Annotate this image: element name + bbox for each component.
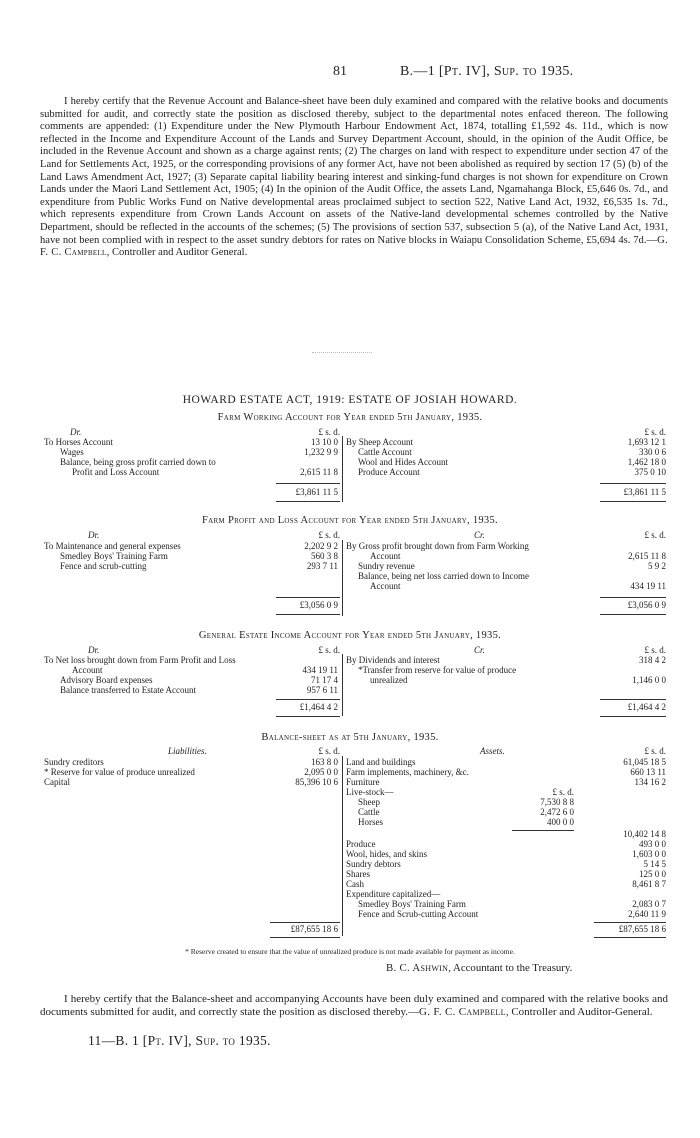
footer-reference: 11—B. 1 [Pt. IV], Sup. to 1935. xyxy=(88,1033,271,1048)
fw-left-value: 1,232 9 9 xyxy=(304,447,338,457)
bs-asset-row: Fence and Scrub-cutting Account xyxy=(358,909,479,919)
fw-dr-label: Dr. xyxy=(70,427,82,437)
certificate-bottom-signatory-title: , Controller and Auditor-General. xyxy=(505,1006,653,1018)
bs-asset-row: Smedley Boys' Training Farm xyxy=(358,899,466,909)
bs-asset-row: Farm implements, machinery, &c. xyxy=(346,767,469,777)
bs-liability-row: * Reserve for value of produce unrealized xyxy=(44,767,195,777)
audit-certificate-bottom xyxy=(40,993,668,1019)
ei-currency-right: £ s. d. xyxy=(644,645,666,655)
bs-asset-row: Shares xyxy=(346,869,370,879)
bs-asset-value: 2,640 11 9 xyxy=(628,909,666,919)
profit-loss-title: Farm Profit and Loss Account for Year ended 5th January, 1935. xyxy=(202,515,498,526)
bs-currency-right: £ s. d. xyxy=(644,746,666,756)
fw-left-row: Profit and Loss Account xyxy=(72,467,160,477)
fw-left-row: Wages xyxy=(60,447,84,457)
bs-asset-row: Produce xyxy=(346,839,376,849)
fw-right-row: Cattle Account xyxy=(358,447,412,457)
bs-total-rule-left xyxy=(270,922,340,923)
certificate-top-text: I hereby certify that the Revenue Account and Balance-sheet have been duly examined and compared with the relative books and documents submitted for audit, and correctly state the position as disclosed thereby, subject to the departmental notes enfaced thereon. The following comments are appended: (1) Expenditure under the New Plymouth Harbour Endowment Act, 1874, totalling £1,592 4s. 11d., which is now reflected in the Income and Expenditure Account of the Lands and Survey Department Account, should, in the opinion of the Audit Office, be included in the Revenue Account and shown as a charge against rents; (2) The charges on land with respect to expenditure under section 47 of the Land for Settlements Act, 1925, or the corresponding provisions of any former Act, have not been abolished as required by section 17 (5) (b) of the Land Laws Amendment Act, 1927; (3) Separate capital liability bearing interest and sinking-fund charges is not shown for expenditure on Crown Lands under the Maori Land Settlement Act, 1905; (4) In the opinion of the Audit Office, the assets Land, Ngamahanga Block, £5,646 0s. 7d., and expenditure from Public Works Fund on Native developmental areas proclaimed subject to section 522, Native Land Act, 1932, £6,535 1s. 7d., which represents expenditure from Crown Lands Account on assets of the Native-land developmental schemes controlled by the Native Department, should be reflected in the accounts of the schemes; (5) The provisions of section 537, subsection 5 (a), of the Native Land Act, 1931, have not been complied with in respect to the asset sundry debtors for rates on Native blocks in Waiapu Consolidation Scheme, £5,694 4s. 7d.— xyxy=(40,96,668,246)
bs-asset-row: Expenditure capitalized— xyxy=(346,889,441,899)
ei-left-row: Account xyxy=(72,665,103,675)
ei-right-row: By Dividends and interest xyxy=(346,655,440,665)
pl-right-row: By Gross profit brought down from Farm Working xyxy=(346,541,529,551)
fw-right-value: 1,693 12 1 xyxy=(627,437,666,447)
ei-total-right: £1,464 4 2 xyxy=(627,702,666,712)
pl-left-row: To Maintenance and general expenses xyxy=(44,541,181,551)
bs-asset-row: Wool, hides, and skins xyxy=(346,849,428,859)
ei-total-left: £1,464 4 2 xyxy=(299,702,338,712)
pl-left-row: Smedley Boys' Training Farm xyxy=(60,551,168,561)
ei-cr-label: Cr. xyxy=(474,645,485,655)
pl-left-value: 560 3 8 xyxy=(311,551,338,561)
pl-currency-right: £ s. d. xyxy=(644,530,666,540)
fw-right-value: 330 0 6 xyxy=(639,447,666,457)
fw-currency-right: £ s. d. xyxy=(644,427,666,437)
footnote: * Reserve created to ensure that the value of unrealized produce is not made available for payment as income. xyxy=(185,947,515,956)
bs-total-left: £87,655 18 6 xyxy=(290,924,338,934)
bs-asset-mid-value: 2,472 6 0 xyxy=(540,807,574,817)
pl-left-row: Fence and scrub-cutting xyxy=(60,561,147,571)
fw-total-right: £3,861 11 5 xyxy=(623,487,666,497)
ei-right-row: *Transfer from reserve for value of produce xyxy=(358,665,517,675)
ei-currency-left: £ s. d. xyxy=(318,645,340,655)
fw-left-value: 2,615 11 8 xyxy=(300,467,338,477)
pl-left-value: 293 7 11 xyxy=(306,561,338,571)
ei-dr-label: Dr. xyxy=(88,645,100,655)
bs-asset-row: Sheep xyxy=(358,797,380,807)
certificate-top-signatory-title: , Controller and Auditor General. xyxy=(106,247,248,259)
pl-right-value: 5 9 2 xyxy=(648,561,666,571)
pl-currency-left: £ s. d. xyxy=(318,530,340,540)
fw-right-value: 1,462 18 0 xyxy=(627,457,666,467)
page-number: 81 xyxy=(333,64,347,79)
bs-asset-value: 5 14 5 xyxy=(643,859,666,869)
ei-left-value: 957 6 11 xyxy=(306,685,338,695)
bs-liability-value: 85,396 10 6 xyxy=(295,777,338,787)
bs-column-divider xyxy=(342,756,343,936)
estate-title: HOWARD ESTATE ACT, 1919: ESTATE OF JOSIAH HOWARD. xyxy=(182,394,518,406)
bs-liability-value: 2,095 0 0 xyxy=(304,767,338,777)
bs-liability-row: Sundry creditors xyxy=(44,757,104,767)
bs-total-right: £87,655 18 6 xyxy=(618,924,666,934)
bs-liability-row: Capital xyxy=(44,777,70,787)
pl-right-value: 2,615 11 8 xyxy=(628,551,666,561)
ei-left-row: Advisory Board expenses xyxy=(60,675,153,685)
fw-left-row: Balance, being gross profit carried down to xyxy=(60,457,216,467)
bs-currency-left: £ s. d. xyxy=(318,746,340,756)
pl-total-right: £3,056 0 9 xyxy=(627,600,666,610)
ei-left-row: Balance transferred to Estate Account xyxy=(60,685,196,695)
pl-right-row: Balance, being net loss carried down to Income xyxy=(358,571,529,581)
ei-left-row: To Net loss brought down from Farm Profit and Loss xyxy=(44,655,236,665)
fw-left-row: To Horses Account xyxy=(44,437,113,447)
bs-livestock-subtotal-rule xyxy=(512,830,574,831)
farm-working-title: Farm Working Account for Year ended 5th January, 1935. xyxy=(217,412,483,423)
certificate-bottom-signatory: G. F. C. Campbell xyxy=(419,1006,506,1018)
pl-right-row: Account xyxy=(370,551,401,561)
bs-asset-row: Cash xyxy=(346,879,364,889)
bs-asset-value: 2,083 0 7 xyxy=(632,899,666,909)
bs-asset-value: 1,603 0 0 xyxy=(632,849,666,859)
bs-asset-value: 134 16 2 xyxy=(634,777,666,787)
fw-right-row: Wool and Hides Account xyxy=(358,457,449,467)
bs-asset-row: Land and buildings xyxy=(346,757,416,767)
estate-income-title: General Estate Income Account for Year ended 5th January, 1935. xyxy=(198,630,502,641)
balance-sheet-title: Balance-sheet as at 5th January, 1935. xyxy=(261,732,439,743)
ei-right-value: 1,146 0 0 xyxy=(632,675,666,685)
certificate-top-signatory: G. F. C. Campbell xyxy=(40,234,668,259)
pl-dr-label: Dr. xyxy=(88,530,100,540)
document-reference: B.—1 [Pt. IV], Sup. to 1935. xyxy=(400,64,574,79)
fw-currency-left: £ s. d. xyxy=(318,427,340,437)
bs-asset-row: Sundry debtors xyxy=(346,859,401,869)
pl-right-value: 434 19 11 xyxy=(630,581,666,591)
treasury-signature xyxy=(386,962,572,974)
ei-left-value: 434 19 11 xyxy=(302,665,338,675)
bs-asset-mid-value: 400 0 0 xyxy=(547,817,574,827)
fw-right-row: By Sheep Account xyxy=(346,437,413,447)
bs-total-rule-right xyxy=(594,922,666,923)
fw-right-row: Produce Account xyxy=(358,467,420,477)
ei-right-row: unrealized xyxy=(370,675,408,685)
bs-asset-row: Cattle xyxy=(358,807,380,817)
pl-left-value: 2,202 9 2 xyxy=(304,541,338,551)
bs-asset-value: 125 0 0 xyxy=(639,869,666,879)
bs-asset-mid-value: 7,530 8 8 xyxy=(540,797,574,807)
pl-total-left: £3,056 0 9 xyxy=(299,600,338,610)
certificate-bottom-text: I hereby certify that the Balance-sheet and accompanying Accounts have been duly examined and compared with the relative books and documents submitted for audit, and correctly state the position as disclosed thereby.— xyxy=(40,993,668,1018)
fw-left-value: 13 10 0 xyxy=(311,437,338,447)
ei-left-value: 71 17 4 xyxy=(311,675,338,685)
ei-right-value: 318 4 2 xyxy=(639,655,666,665)
bs-asset-value: 660 13 11 xyxy=(630,767,666,777)
pl-right-row: Sundry revenue xyxy=(358,561,415,571)
fw-total-left: £3,861 11 5 xyxy=(295,487,338,497)
bs-asset-value: 493 0 0 xyxy=(639,839,666,849)
fw-right-value: 375 0 10 xyxy=(634,467,666,477)
bs-liabilities-head: Liabilities. xyxy=(168,746,207,756)
bs-total-underline-left xyxy=(270,937,340,938)
bs-assets-head: Assets. xyxy=(480,746,505,756)
pl-right-row: Account xyxy=(370,581,401,591)
bs-asset-value: 61,045 18 5 xyxy=(623,757,666,767)
bs-total-underline-right xyxy=(594,937,666,938)
bs-asset-row: Horses xyxy=(358,817,383,827)
bs-liability-value: 163 8 0 xyxy=(311,757,338,767)
bs-asset-value: 10,402 14 8 xyxy=(623,829,666,839)
bs-currency-mid: £ s. d. xyxy=(552,787,574,797)
treasury-signatory-title: , Accountant to the Treasury. xyxy=(448,962,573,974)
bs-asset-row: Furniture xyxy=(346,777,380,787)
pl-cr-label: Cr. xyxy=(474,530,485,540)
bs-asset-row: Live-stock— xyxy=(346,787,394,797)
bs-asset-value: 8,461 8 7 xyxy=(632,879,666,889)
treasury-signatory: B. C. Ashwin xyxy=(386,962,449,974)
